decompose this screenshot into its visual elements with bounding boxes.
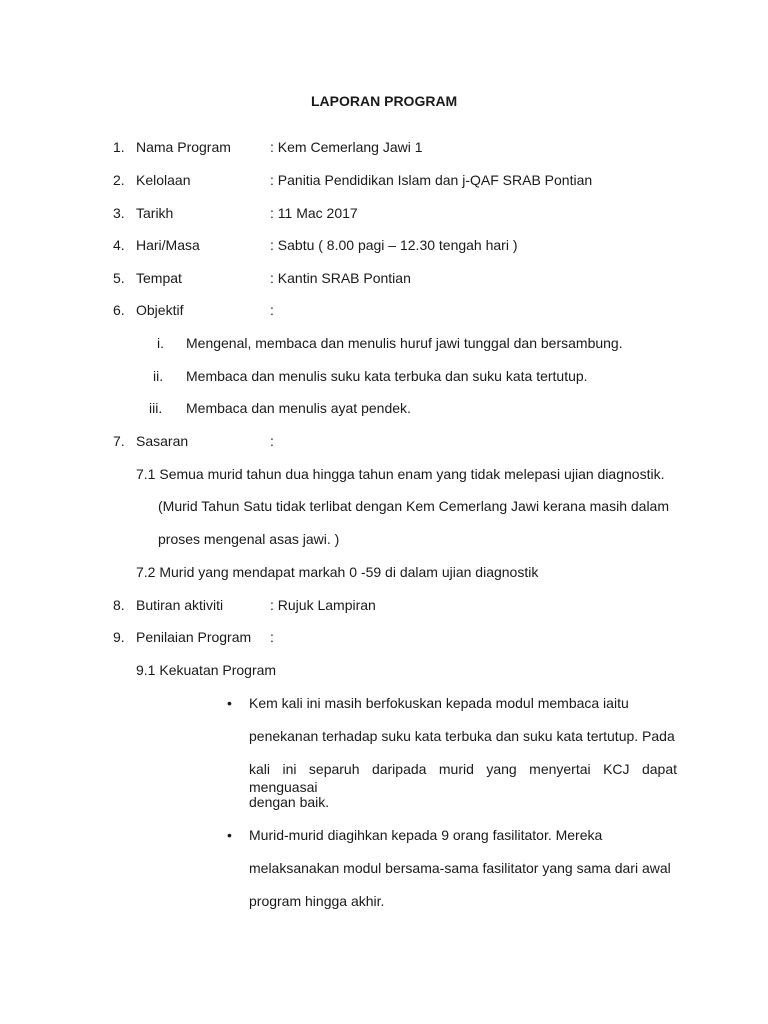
bullet-line: kali ini separuh daripada murid yang menyertai KCJ dapat menguasai bbox=[249, 761, 677, 795]
item-number: 1. bbox=[113, 139, 125, 155]
item-value: : Kantin SRAB Pontian bbox=[270, 270, 411, 286]
objective-number: i. bbox=[157, 335, 164, 351]
objective-text: Mengenal, membaca dan menulis huruf jawi tunggal dan bersambung. bbox=[186, 335, 623, 351]
bullet-line: dengan baik. bbox=[249, 794, 330, 810]
section-heading: 9.1 Kekuatan Program bbox=[136, 662, 277, 678]
objective-text: Membaca dan menulis ayat pendek. bbox=[186, 400, 411, 416]
bullet-symbol: • bbox=[227, 695, 232, 711]
bullet-line: Murid-murid diagihkan kepada 9 orang fasilitator. Mereka bbox=[249, 827, 603, 843]
objective-number: iii. bbox=[149, 400, 163, 416]
sasaran-paragraph-cont: (Murid Tahun Satu tidak terlibat dengan Kem Cemerlang Jawi kerana masih dalam bbox=[158, 498, 670, 514]
item-number: 5. bbox=[113, 270, 125, 286]
item-number: 8. bbox=[113, 597, 125, 613]
item-label: Hari/Masa bbox=[136, 237, 200, 253]
item-value: : bbox=[270, 433, 274, 449]
item-value: : Panitia Pendidikan Islam dan j-QAF SRAB Pontian bbox=[270, 172, 593, 188]
item-value: : bbox=[270, 302, 274, 318]
sasaran-paragraph: 7.2 Murid yang mendapat markah 0 -59 di dalam ujian diagnostik bbox=[136, 564, 539, 580]
bullet-line: penekanan terhadap suku kata terbuka dan suku kata tertutup. Pada bbox=[249, 728, 675, 744]
item-value: : Kem Cemerlang Jawi 1 bbox=[270, 139, 423, 155]
item-number: 3. bbox=[113, 205, 125, 221]
item-label: Penilaian Program bbox=[136, 629, 252, 645]
item-label: Butiran aktiviti bbox=[136, 597, 224, 613]
item-value: : 11 Mac 2017 bbox=[270, 205, 358, 221]
item-label: Objektif bbox=[136, 302, 184, 318]
item-label: Tarikh bbox=[136, 205, 174, 221]
objective-text: Membaca dan menulis suku kata terbuka dan suku kata tertutup. bbox=[186, 368, 588, 384]
item-label: Tempat bbox=[136, 270, 182, 286]
item-number: 2. bbox=[113, 172, 125, 188]
bullet-line: program hingga akhir. bbox=[249, 893, 385, 909]
item-label: Sasaran bbox=[136, 433, 189, 449]
item-number: 6. bbox=[113, 302, 125, 318]
item-number: 9. bbox=[113, 629, 125, 645]
objective-number: ii. bbox=[153, 368, 164, 384]
item-number: 4. bbox=[113, 237, 125, 253]
sasaran-paragraph-cont: proses mengenal asas jawi. ) bbox=[158, 531, 340, 547]
bullet-line: Kem kali ini masih berfokuskan kepada modul membaca iaitu bbox=[249, 695, 629, 711]
bullet-symbol: • bbox=[227, 827, 232, 843]
document-title: LAPORAN PROGRAM bbox=[311, 93, 458, 109]
bullet-line: melaksanakan modul bersama-sama fasilitator yang sama dari awal bbox=[249, 860, 671, 876]
item-number: 7. bbox=[113, 433, 125, 449]
item-value: : Sabtu ( 8.00 pagi – 12.30 tengah hari ) bbox=[270, 237, 518, 253]
sasaran-paragraph: 7.1 Semua murid tahun dua hingga tahun enam yang tidak melepasi ujian diagnostik. bbox=[136, 466, 665, 482]
item-value: : Rujuk Lampiran bbox=[270, 597, 376, 613]
item-label: Nama Program bbox=[136, 139, 231, 155]
item-label: Kelolaan bbox=[136, 172, 191, 188]
item-value: : bbox=[270, 629, 274, 645]
